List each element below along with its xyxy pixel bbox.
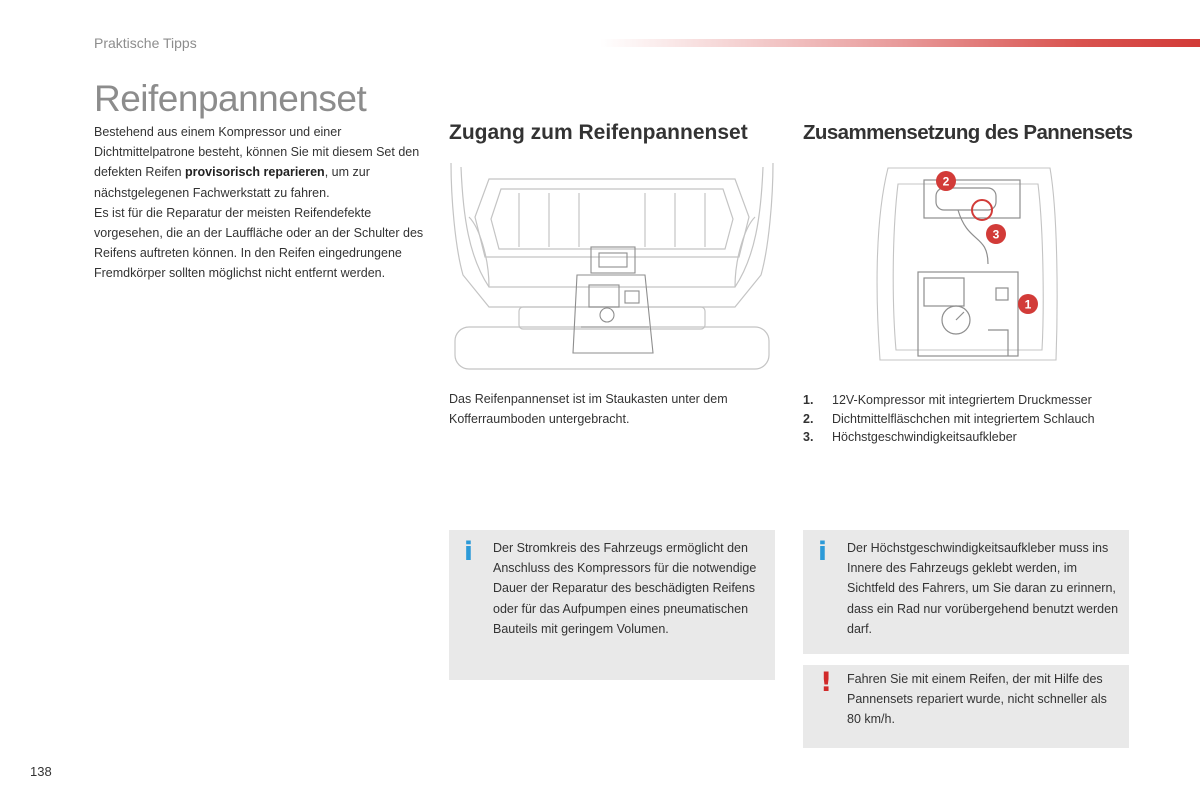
access-heading: Zugang zum Reifenpannenset [449, 121, 748, 144]
svg-text:3: 3 [992, 227, 1000, 242]
callout-2 [936, 171, 956, 191]
info-icon: i [818, 537, 827, 567]
legend-item: 2. Dichtmittelfläschchen mit integriertem Schlauch [803, 411, 1095, 426]
callout-1 [1018, 294, 1038, 314]
access-caption: Das Reifenpannenset ist im Staukasten unter dem Kofferraumboden untergebracht. [449, 392, 728, 426]
section-label: Praktische Tipps [94, 35, 197, 51]
callout-3 [986, 224, 1006, 244]
info-note-sticker [803, 530, 1129, 654]
legend-item: 3. Höchstgeschwindigkeitsaufkleber [803, 430, 1017, 444]
svg-text:1: 1 [1024, 297, 1032, 312]
page-title: Reifenpannenset [94, 78, 367, 119]
info-icon: i [464, 537, 473, 567]
note-text: Der Höchstgeschwindigkeitsaufkleber muss ins Innere des Fahrzeugs geklebt werden, im Sichtfeld des Fahrers, um Sie daran zu erinnern, dass ein Rad nur vorübergehend benutzt werden darf. [847, 541, 1119, 636]
repair-kit-illustration [858, 164, 1074, 364]
intro-paragraph-2: Es ist für die Reparatur der meisten Reifendefekte vorgesehen, die an der Lauffläche oder an der Schulter des Reifens auftreten können. In den Reifen eingedrungene Fremdkörper sollten möglichst nicht entfernt werden. [94, 205, 424, 281]
composition-legend [803, 391, 1133, 447]
trunk-illustration [449, 157, 775, 375]
warning-note-speed [803, 665, 1129, 748]
intro-text [94, 122, 429, 284]
legend-item: 1. 12V-Kompressor mit integriertem Druckmesser [803, 393, 1092, 407]
page-number: 138 [30, 764, 52, 779]
intro-paragraph-1: Bestehend aus einem Kompressor und einer Dichtmittelpatrone besteht, können Sie mit diesem Set den defekten Reifen provisorisch reparieren, um zur nächstgelegenen Fachwerkstatt zu fahren. [94, 125, 420, 200]
svg-text:2: 2 [942, 174, 950, 189]
composition-heading: Zusammensetzung des Pannensets [803, 121, 1133, 144]
note-text: Fahren Sie mit einem Reifen, der mit Hilfe des Pannensets repariert wurde, nicht schneller als 80 km/h. [847, 672, 1107, 727]
header-accent-bar [600, 39, 1200, 47]
intro-emphasis: provisorisch reparieren [185, 165, 325, 180]
info-note-power [449, 530, 775, 680]
note-text: Der Stromkreis des Fahrzeugs ermöglicht den Anschluss des Kompressors für die notwendige Dauer der Reparatur des beschädigten Reifens oder für das Aufpumpen eines pneumatischen Bauteils mit geringem Volumen. [493, 541, 757, 636]
warning-icon: ! [820, 667, 833, 698]
